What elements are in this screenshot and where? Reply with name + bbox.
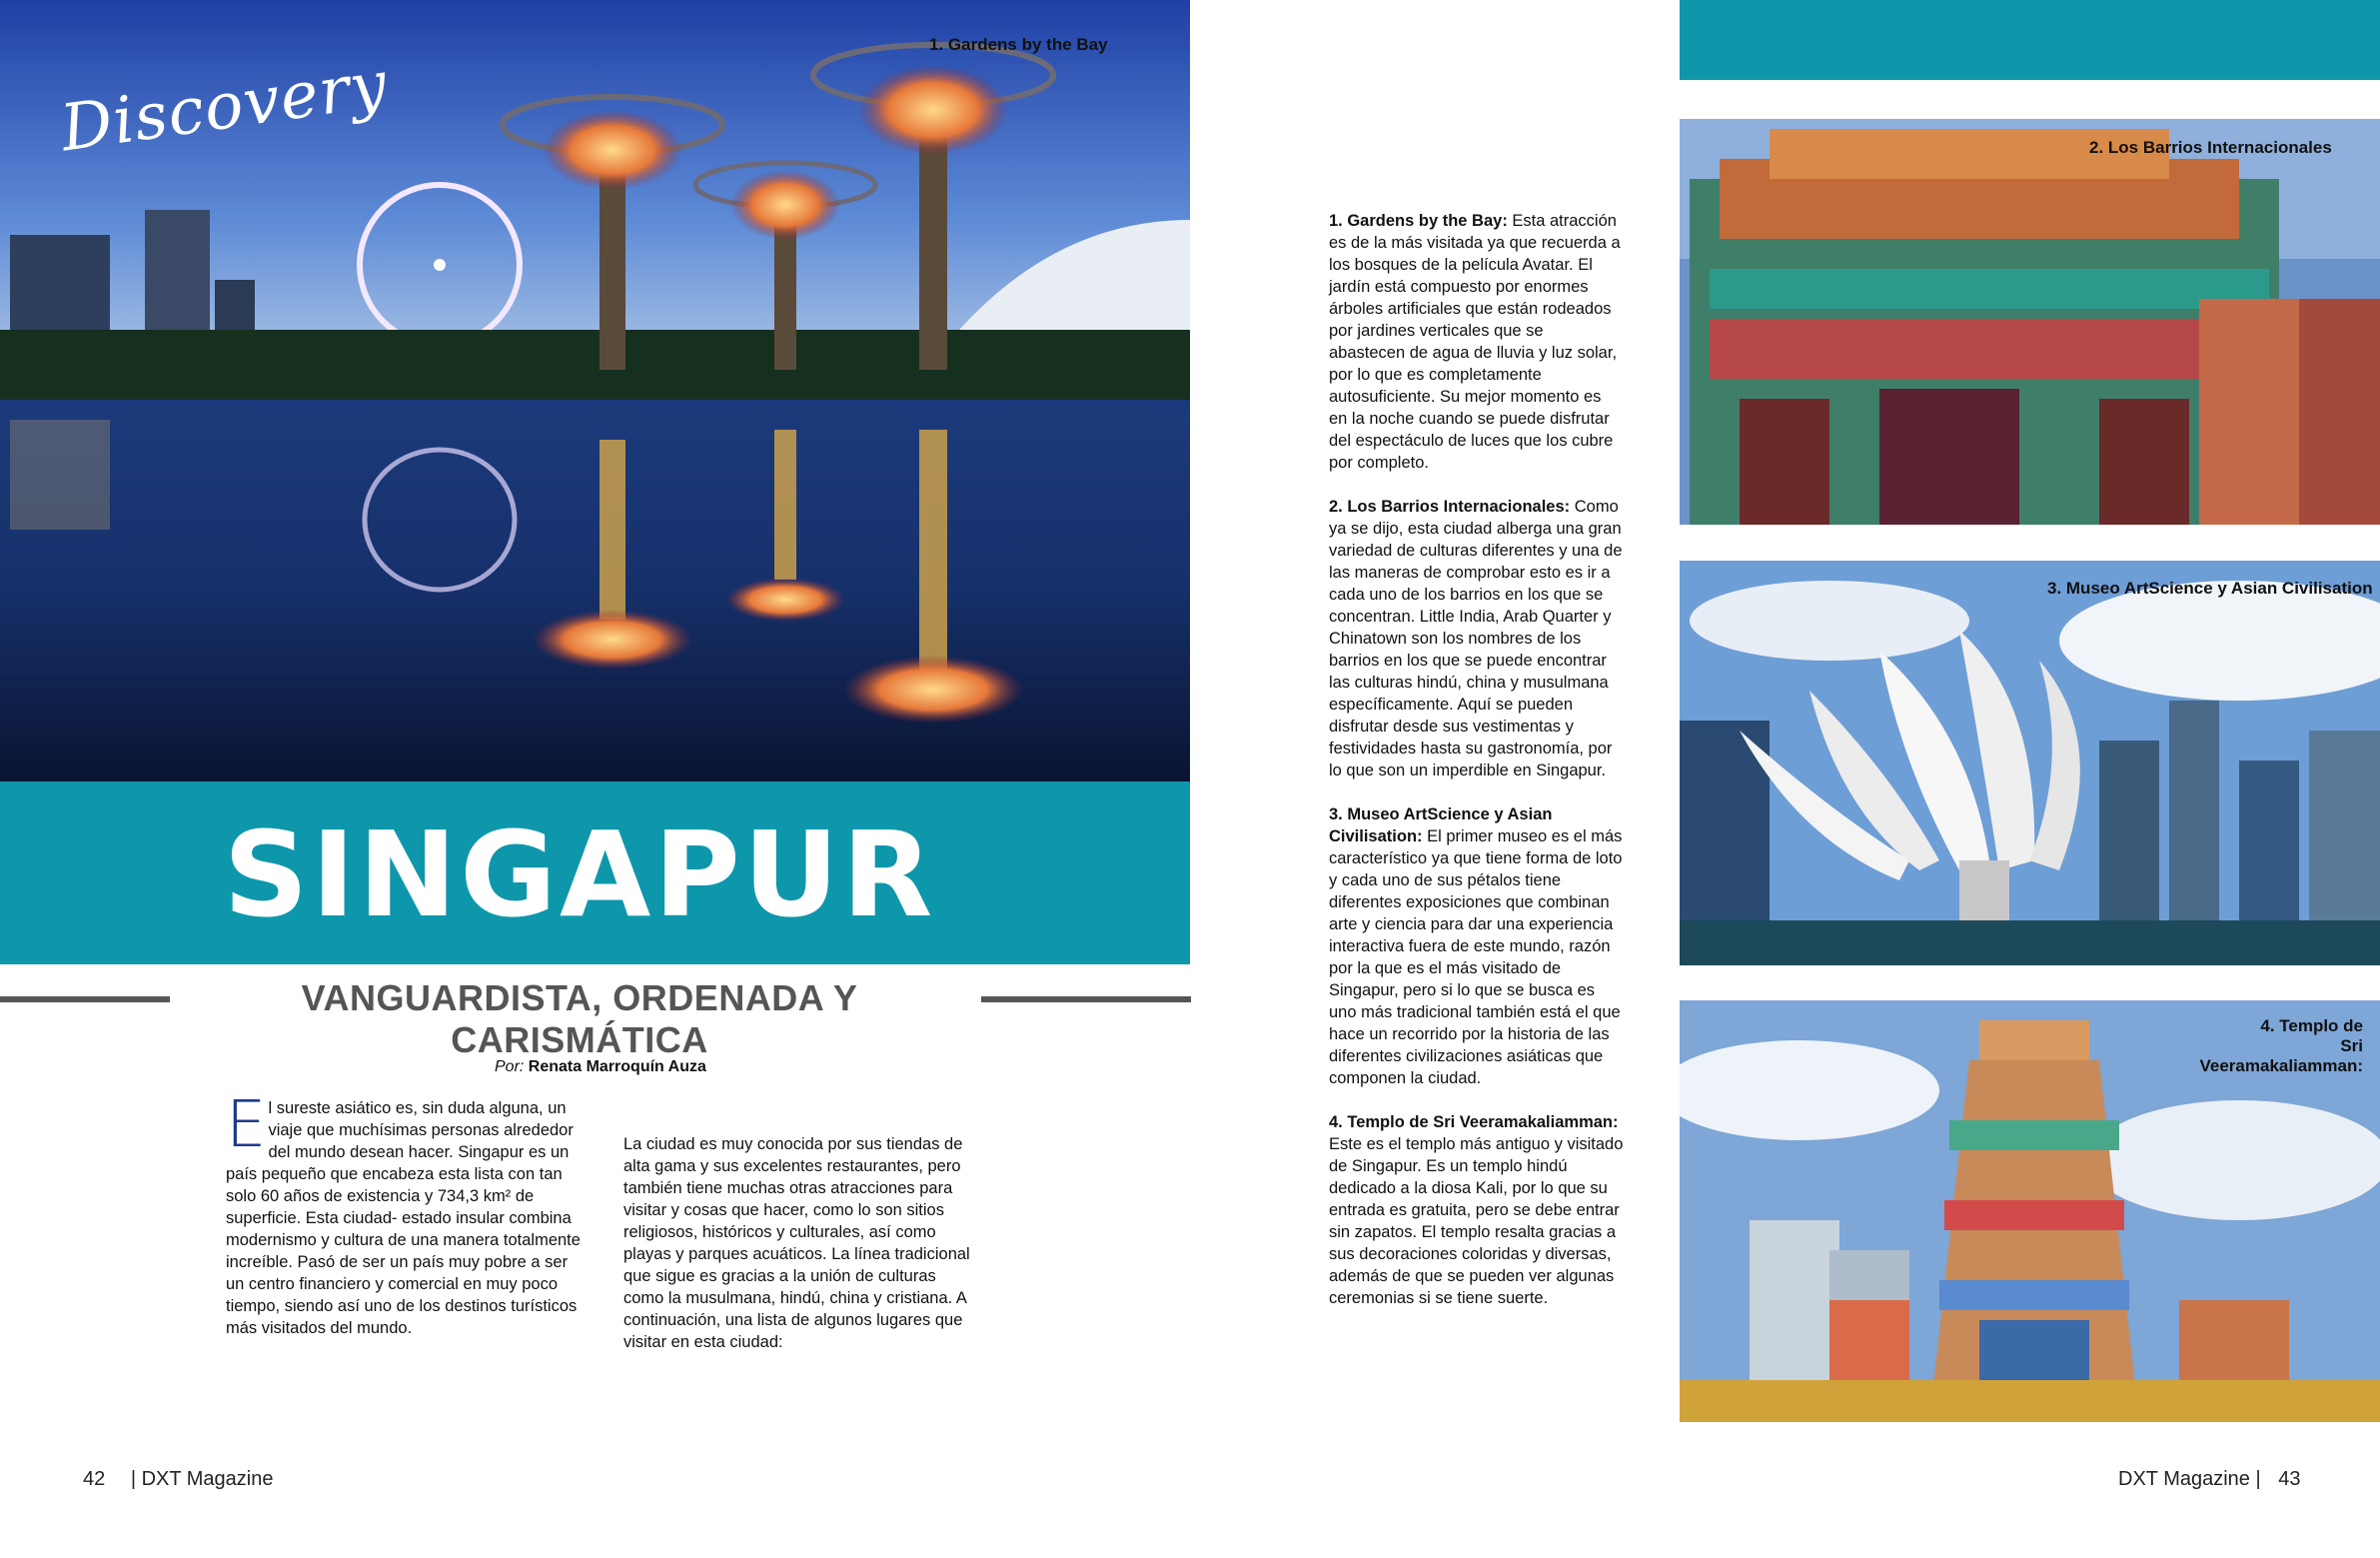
attraction-item bbox=[1329, 803, 1624, 1089]
byline-prefix: Por: bbox=[495, 1058, 525, 1075]
photo-caption-templo-line1: 4. Templo de bbox=[2260, 1016, 2363, 1035]
drop-cap: E bbox=[226, 1088, 267, 1162]
attraction-heading: 2. Los Barrios Internacionales: bbox=[1329, 498, 1571, 516]
photo-caption-templo bbox=[2183, 1016, 2363, 1076]
attraction-text: Este es el templo más antiguo y visitado de Singapur. Es un templo hindú dedicado a la diosa Kali, por lo que su entrada es gratuita, pero se debe entrar sin zapatos. El templo resalta gracias a sus decoraciones coloridas y diversas, además de que se pueden ver algunas ceremonias si se tiene suerte. bbox=[1329, 1135, 1624, 1307]
attraction-heading: 3. Museo ArtScience y Asian Civilisation: bbox=[1329, 805, 1553, 845]
section-label-discovery: Discovery bbox=[56, 47, 393, 167]
accent-bar bbox=[1680, 0, 2380, 80]
page-number-left: 42 bbox=[83, 1468, 106, 1490]
attractions-column bbox=[1329, 210, 1624, 1331]
attraction-heading: 4. Templo de Sri Veeramakaliamman: bbox=[1329, 1113, 1619, 1131]
intro-column-2: La ciudad es muy conocida por sus tiendas de alta gama y sus excelentes restaurantes, pero también tiene muchas otras atracciones para visitar y cosas que hacer, como lo son sitios religiosos, históricos y culturales, así como playas y parques acuáticos. La línea tradicional que sigue es gracias a la unión de culturas como la musulmana, hindú, china y cristiana. A continuación, una lista de algunos lugares que visitar en esta ciudad: bbox=[623, 1135, 970, 1351]
photo-templo-sri-veeramakaliamman bbox=[1680, 1000, 2380, 1422]
byline bbox=[495, 1058, 706, 1076]
article-title: SINGAPUR bbox=[223, 805, 936, 943]
attraction-item bbox=[1329, 210, 1624, 474]
intro-column-1 bbox=[226, 1088, 581, 1339]
attraction-item bbox=[1329, 1111, 1624, 1309]
attraction-item bbox=[1329, 496, 1624, 781]
footer-right bbox=[2118, 1468, 2300, 1491]
page-number-right: 43 bbox=[2278, 1468, 2301, 1490]
subtitle-rule-right bbox=[981, 996, 1191, 1002]
magazine-name-left: | DXT Magazine bbox=[130, 1468, 274, 1490]
byline-author: Renata Marroquín Auza bbox=[528, 1058, 706, 1075]
photo-caption-barrios: 2. Los Barrios Internacionales bbox=[2089, 138, 2332, 157]
photo-barrios-internacionales bbox=[1680, 119, 2380, 525]
attraction-text: Esta atracción es de la más visitada ya que recuerda a los bosques de la película Avatar. El jardín está compuesto por enormes árboles artificiales que están rodeados por jardines verticales que se abastecen de agua de lluvia y luz solar, por lo que es completamente autosuficiente. Su mejor momento es en la noche cuando se puede disfrutar del espectáculo de luces que los cubre por completo. bbox=[1329, 212, 1621, 472]
hero-photo-gardens-by-the-bay bbox=[0, 0, 1190, 781]
photo-caption-museo: 3. Museo ArtScience y Asian Civilisation bbox=[2047, 579, 2373, 598]
hero-caption: 1. Gardens by the Bay bbox=[929, 35, 1108, 54]
photo-museo-artscience bbox=[1680, 561, 2380, 965]
attraction-text: Como ya se dijo, esta ciudad alberga una gran variedad de culturas diferentes y una de las maneras de comprobar esto es ir a cada uno de los barrios en los que se concentran. Little India, Arab Quarter y Chinatown son los nombres de los barrios en los que se puede encontrar las culturas hindú, china y musulmana específicamente. Aquí se pueden disfrutar desde sus vestimentas y festividades hasta su gastronomía, por lo que son un imperdible en Singapur. bbox=[1329, 498, 1623, 779]
article-subtitle: VANGUARDISTA, ORDENADA Y CARISMÁTICA bbox=[301, 977, 858, 1060]
attraction-heading: 1. Gardens by the Bay: bbox=[1329, 212, 1508, 230]
attraction-text: El primer museo es el más característico ya que tiene forma de loto y cada uno de sus pétalos tiene diferentes exposiciones que combinan arte y ciencia para dar una experiencia interactiva fuera de este mundo, razón por la que es el más visitado de Singapur, pero si lo que se busca es uno más tradicional también está el que hace un recorrido por la historia de las diferentes civilizaciones asiáticas que componen la ciudad. bbox=[1329, 827, 1623, 1087]
magazine-name-right: DXT Magazine | bbox=[2118, 1468, 2261, 1490]
title-band bbox=[0, 781, 1190, 964]
photo-caption-templo-line2: Sri Veeramakaliamman: bbox=[2199, 1036, 2363, 1075]
intro-column-1-text: l sureste asiático es, sin duda alguna, un viaje que muchísimas personas alrededor del mundo desean hacer. Singapur es un país pequeño que encabeza esta lista con tan solo 60 años de existencia y 734,3 km² de superficie. Esta ciudad- estado insular combina modernismo y cultura de una manera totalmente increíble. Pasó de ser un país muy pobre a ser un centro financiero y comercial en muy poco tiempo, siendo así uno de los destinos turísticos más visitados del mundo. bbox=[226, 1099, 581, 1337]
footer-left bbox=[83, 1468, 273, 1491]
subtitle-rule-left bbox=[0, 996, 170, 1002]
